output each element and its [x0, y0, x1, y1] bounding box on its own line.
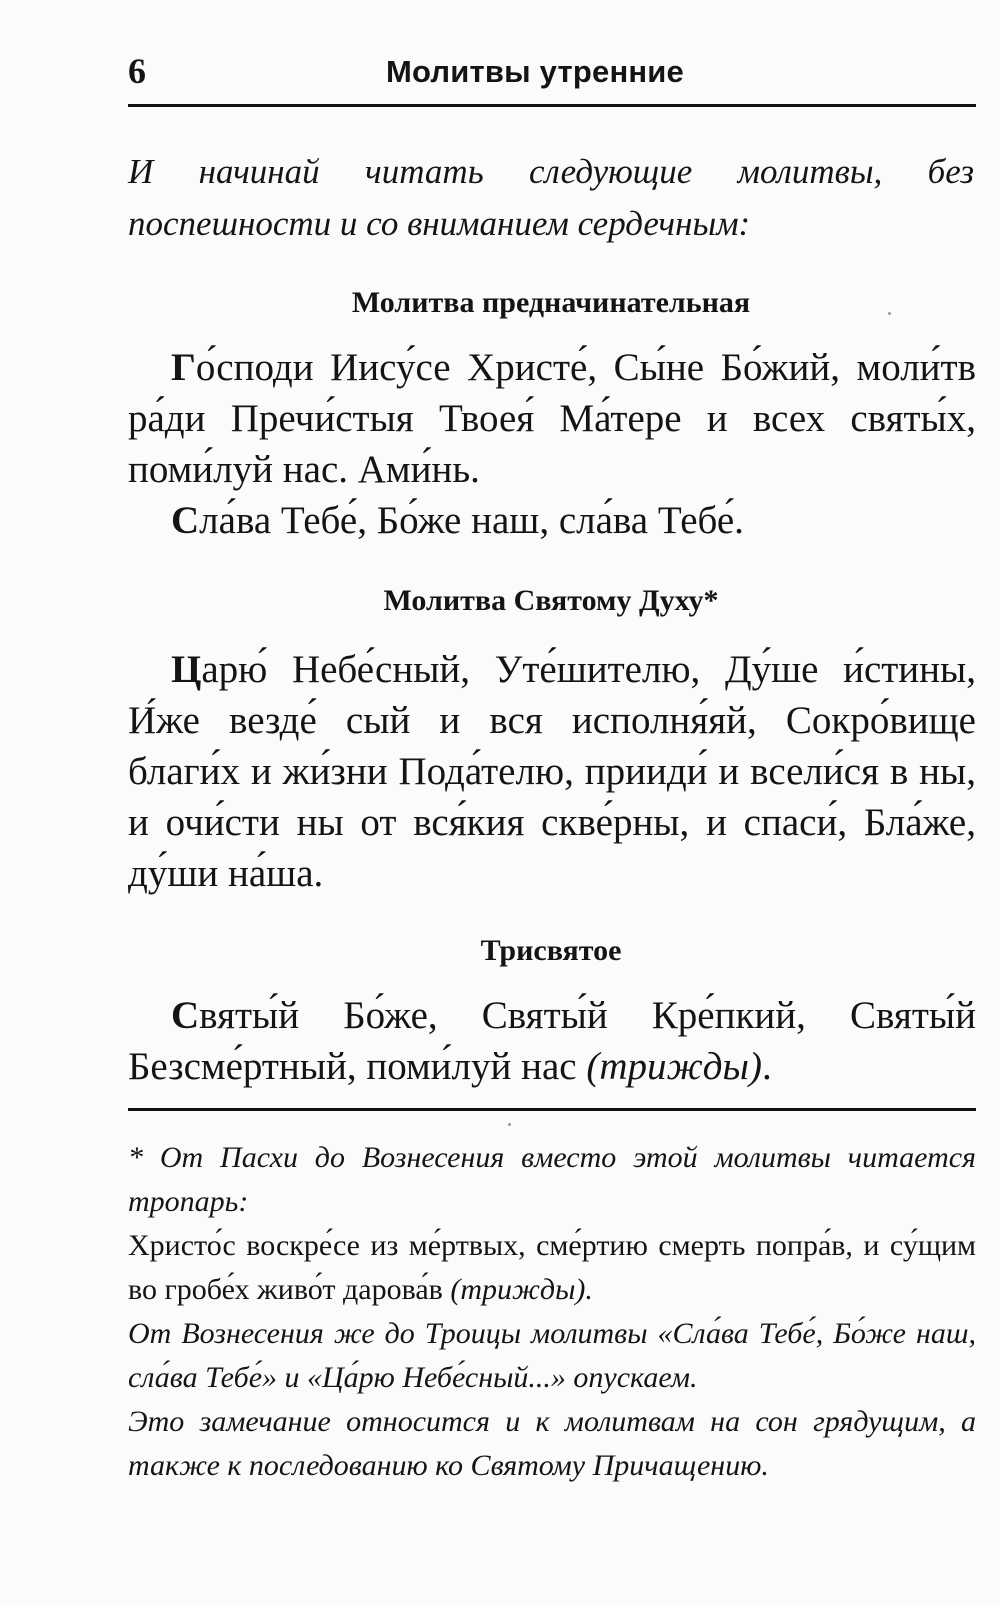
prayer-paragraph: [128, 495, 976, 546]
drop-initial: С: [171, 994, 200, 1037]
section-title-holy-spirit: Молитва Святому Духу*: [383, 584, 719, 617]
prayer-text: о́споди Иису́се Христе́, Сы́не Бо́жий, моли́тв ра́ди Пречи́стыя Твоея́ Ма́тере и всех святы́х, поми́луй нас. Ами́нь.: [128, 346, 976, 491]
footnote-line: От Вознесения же до Троицы молитвы «Сла́ва Тебе́, Бо́же наш, сла́ва Тебе́» и «Ца́рю Небе́сный...» опускаем.: [128, 1317, 976, 1394]
scan-speck: [508, 1123, 511, 1126]
section-title-trisagion: Трисвятое: [480, 934, 622, 967]
page-header: [128, 50, 974, 102]
header-rule: [128, 104, 976, 107]
troparion-note: (трижды).: [450, 1273, 593, 1306]
rubric-note: (трижды): [586, 1045, 762, 1088]
running-title: Молитвы утренние: [386, 54, 684, 89]
prayer-trisagion: [128, 990, 976, 1092]
drop-initial: Ц: [171, 648, 202, 691]
intro-instruction: И начинай читать следующие молитвы, без поспешности и со вниманием сердечным:: [128, 152, 974, 243]
prayer-paragraph: [128, 342, 976, 495]
drop-initial: С: [171, 499, 200, 542]
prayer-paragraph: [128, 990, 976, 1092]
prayer-end: .: [761, 1045, 772, 1088]
prayer-opening: [128, 342, 976, 546]
footnote: [128, 1136, 976, 1488]
prayer-holy-spirit: [128, 644, 976, 899]
page-number: 6: [128, 51, 146, 91]
drop-initial: Г: [171, 346, 196, 389]
footnote-rule: [128, 1108, 976, 1111]
footnote-line: * От Пасхи до Вознесения вместо этой молитвы читается тропарь:: [128, 1141, 976, 1218]
footnote-line: Это замечание относится и к молитвам на сон грядущим, а также к последованию ко Святому Причащению.: [128, 1405, 976, 1482]
footnote-troparion: [128, 1224, 976, 1312]
prayer-text: арю́ Небе́сный, Уте́шителю, Ду́ше и́стины, И́же везде́ сый и вся исполня́яй, Сокро́вище благи́х и жи́зни Пода́телю, прииди́ и всели́ся в ны, и очи́сти ны от вся́кия скве́рны, и спаси́, Бла́же, ду́ши на́ша.: [128, 648, 976, 895]
prayer-text: вяты́й Бо́же, Святы́й Кре́пкий, Святы́й Безсме́ртный, поми́луй нас: [128, 994, 976, 1088]
section-title-opening-prayer: Молитва предначинательная: [351, 286, 751, 319]
scan-speck: [888, 312, 891, 315]
troparion-text: Христо́с воскре́се из ме́ртвых, сме́ртию смерть попра́в, и су́щим во гробе́х живо́т дарова́в: [128, 1229, 976, 1306]
prayer-paragraph: [128, 644, 976, 899]
prayer-text: ла́ва Тебе́, Бо́же наш, сла́ва Тебе́.: [199, 499, 744, 542]
